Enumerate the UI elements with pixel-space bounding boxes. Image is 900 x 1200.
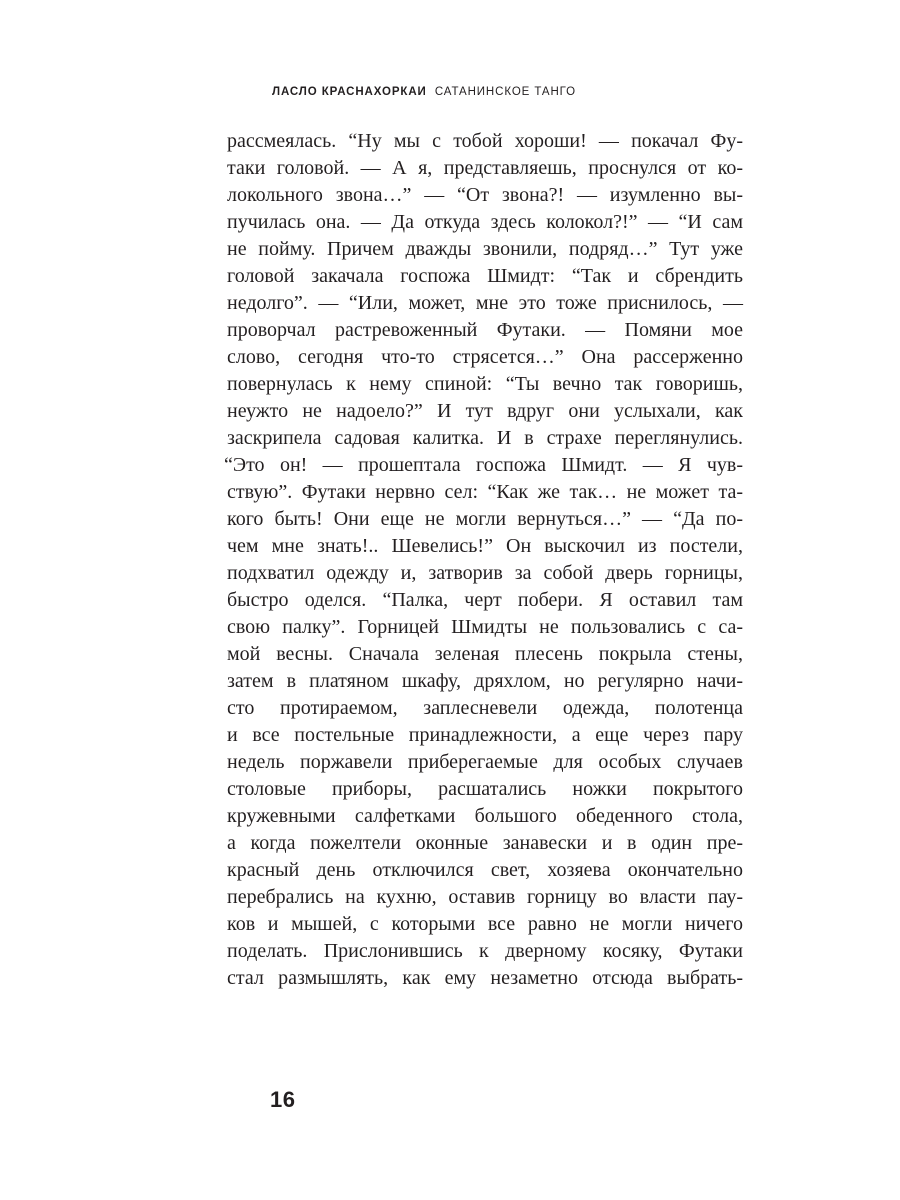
text-line: кружевными салфетками большого обеденного стола, (227, 805, 743, 827)
text-line: подхватил одежду и, затворив за собой дверь горницы, (227, 562, 743, 584)
text-line: не пойму. Причем дважды звонили, подряд…” Тут уже (227, 238, 743, 260)
text-line: столовые приборы, расшатались ножки покрытого (227, 778, 743, 800)
running-head-author: ЛАСЛО КРАСНАХОРКАИ (272, 86, 427, 98)
running-head-book-title: САТАНИНСКОЕ ТАНГО (434, 86, 576, 98)
text-line: недолго”. — “Или, может, мне это тоже приснилось, — (227, 292, 743, 314)
text-line: перебрались на кухню, оставив горницу во власти пау- (227, 886, 743, 908)
body-text (224, 128, 743, 992)
text-line: таки головой. — А я, представляешь, проснулся от ко- (227, 157, 743, 179)
text-line: “Это он! — прошептала госпожа Шмидт. — Я чув- (224, 454, 743, 476)
text-line: быстро оделся. “Палка, черт побери. Я оставил там (227, 589, 743, 611)
running-head (272, 86, 576, 98)
text-line: мой весны. Сначала зеленая плесень покрыла стены, (227, 643, 743, 665)
text-line: ствую”. Футаки нервно сел: “Как же так… не может та- (227, 481, 743, 503)
text-line: слово, сегодня что-то стрясется…” Она рассерженно (227, 346, 743, 368)
text-line: проворчал растревоженный Футаки. — Помяни мое (227, 319, 743, 341)
text-line: головой закачала госпожа Шмидт: “Так и сбрендить (227, 265, 743, 287)
text-line: свою палку”. Горницей Шмидты не пользовались с са- (227, 616, 743, 638)
text-line: а когда пожелтели оконные занавески и в один пре- (227, 832, 743, 854)
text-line: заскрипела садовая калитка. И в страхе переглянулись. (227, 427, 743, 449)
text-line: затем в платяном шкафу, дряхлом, но регулярно начи- (227, 670, 743, 692)
text-line: ков и мышей, с которыми все равно не могли ничего (227, 913, 743, 935)
text-line: сто протираемом, заплесневели одежда, полотенца (227, 697, 743, 719)
text-line: неужто не надоело?” И тут вдруг они услыхали, как (227, 400, 743, 422)
text-line: пучилась она. — Да откуда здесь колокол?!” — “И сам (227, 211, 743, 233)
text-line: красный день отключился свет, хозяева окончательно (227, 859, 743, 881)
text-line: рассмеялась. “Ну мы с тобой хороши! — покачал Фу- (227, 130, 743, 152)
text-line: чем мне знать!.. Шевелись!” Он выскочил из постели, (227, 535, 743, 557)
text-line: повернулась к нему спиной: “Ты вечно так говоришь, (227, 373, 743, 395)
text-line: стал размышлять, как ему незаметно отсюда выбрать- (227, 967, 743, 989)
page-number: 16 (270, 1087, 296, 1112)
text-line: кого быть! Они еще не могли вернуться…” — “Да по- (227, 508, 743, 530)
text-line: и все постельные принадлежности, а еще через пару (227, 724, 743, 746)
text-line: поделать. Прислонившись к дверному косяку, Футаки (227, 940, 743, 962)
text-line: локольного звона…” — “От звона?! — изумленно вы- (227, 184, 743, 206)
text-line: недель поржавели приберегаемые для особых случаев (227, 751, 743, 773)
